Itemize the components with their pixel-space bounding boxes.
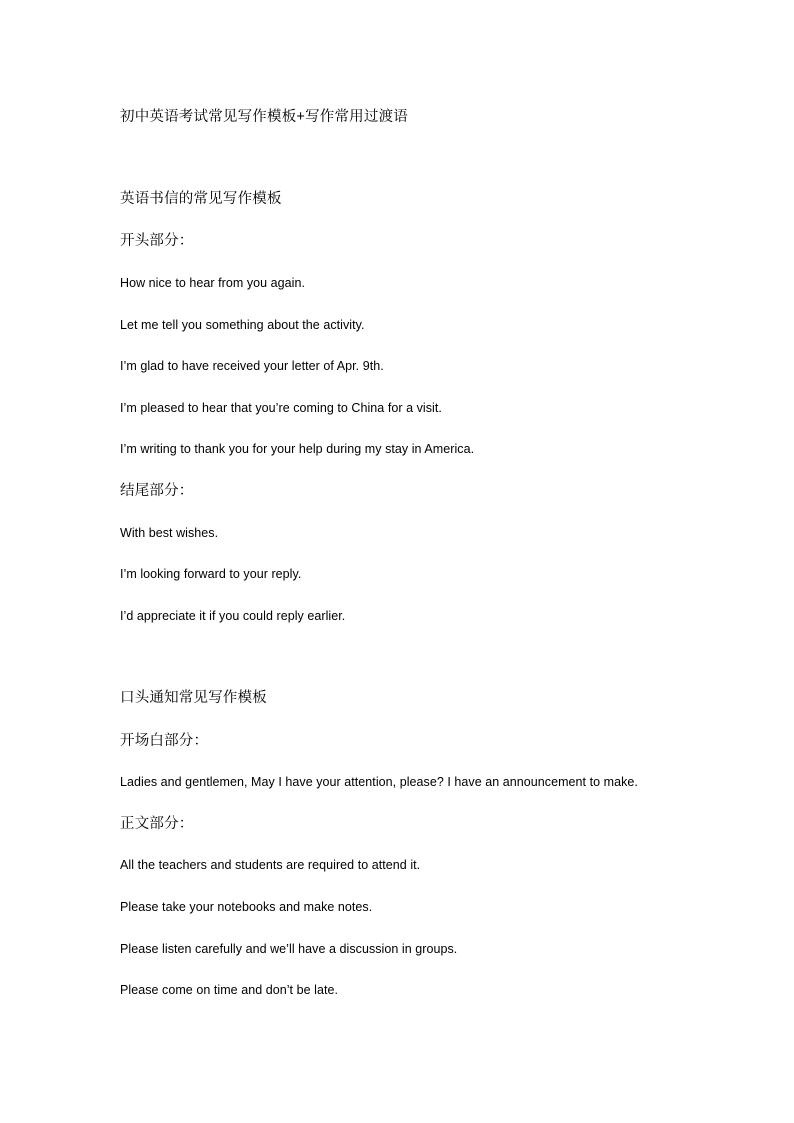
sentence: With best wishes. (120, 526, 219, 540)
sentence: Let me tell you something about the activity. (120, 318, 365, 332)
sentence: All the teachers and students are required to attend it. (120, 858, 421, 872)
sentence: How nice to hear from you again. (120, 276, 306, 290)
part-label-closing: 结尾部分： (120, 483, 194, 499)
sentence: I’m glad to have received your letter of Apr. 9th. (120, 359, 384, 373)
document-title: 初中英语考试常见写作模板+写作常用过渡语 (120, 109, 408, 125)
sentence: Ladies and gentlemen, May I have your attention, please? I have an announcement to make. (120, 775, 638, 789)
sentence: Please take your notebooks and make notes. (120, 900, 373, 914)
sentence: I’m pleased to hear that you’re coming to China for a visit. (120, 401, 442, 415)
part-label-opener: 开场白部分： (120, 733, 209, 749)
part-label-body: 正文部分： (120, 816, 194, 832)
sentence: I’d appreciate it if you could reply earlier. (120, 609, 346, 623)
section-heading-notice: 口头通知常见写作模板 (120, 690, 267, 706)
sentence: I’m writing to thank you for your help during my stay in America. (120, 442, 475, 456)
sentence: Please come on time and don’t be late. (120, 983, 339, 997)
part-label-opening: 开头部分： (120, 233, 194, 249)
sentence: I’m looking forward to your reply. (120, 567, 302, 581)
sentence: Please listen carefully and we’ll have a discussion in groups. (120, 942, 458, 956)
section-heading-letter: 英语书信的常见写作模板 (120, 191, 282, 207)
